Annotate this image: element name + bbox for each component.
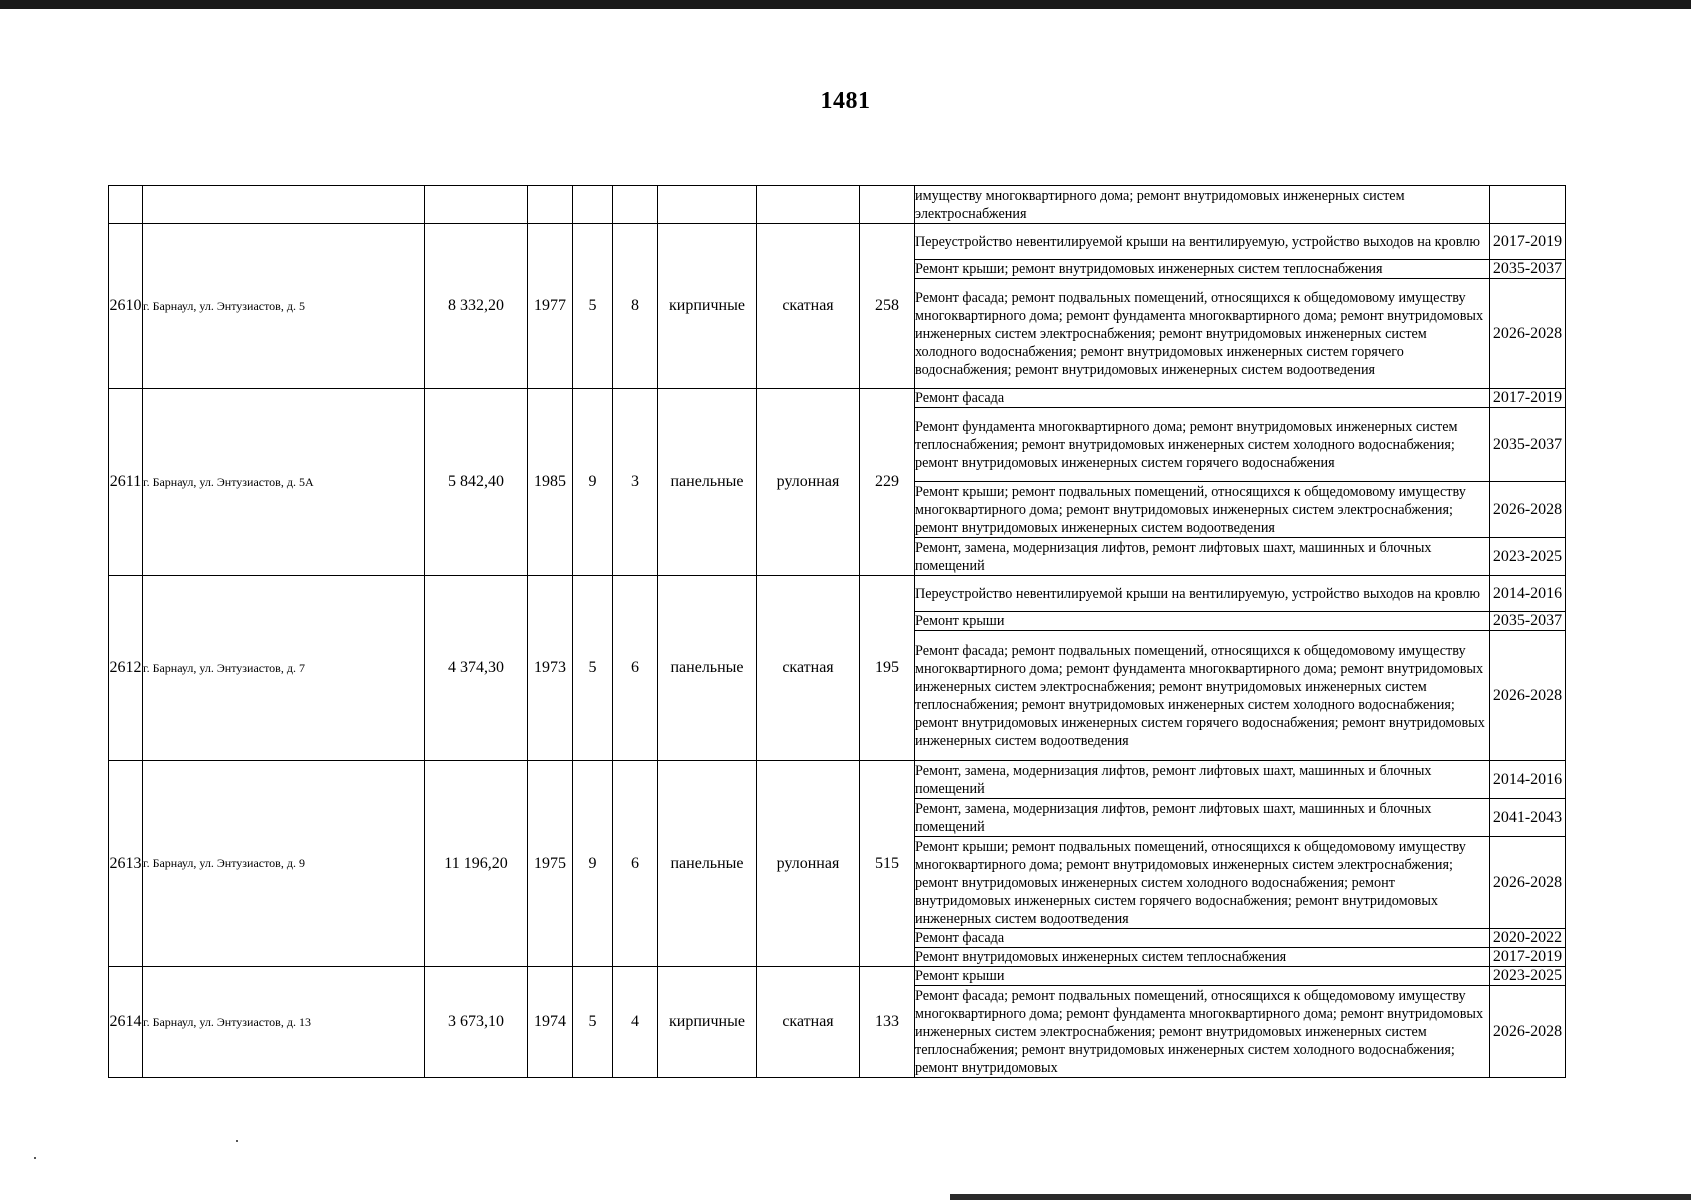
- work-period: 2017-2019: [1490, 389, 1566, 408]
- work-period: 2017-2019: [1490, 224, 1566, 260]
- address: г. Барнаул, ул. Энтузиастов, д. 9: [143, 761, 425, 967]
- roof-type: рулонная: [757, 389, 860, 576]
- roof-type: [757, 186, 860, 224]
- year: 1985: [528, 389, 573, 576]
- entrances: [613, 186, 658, 224]
- area: 5 842,40: [425, 389, 528, 576]
- work-description: Ремонт фасада; ремонт подвальных помещений, относящихся к общедомовому имуществу многоквартирного дома; ремонт фундамента многоквартирного дома; ремонт внутридомовых инженерных систем электроснабжения; ремонт внутридомовых инженерных систем холодного водоснабжения; ремонт внутридомовых инженерных систем горячего водоснабжения; ремонт внутридомовых инженерных систем водоотведения: [915, 279, 1490, 389]
- address: г. Барнаул, ул. Энтузиастов, д. 7: [143, 576, 425, 761]
- wall-material: панельные: [658, 576, 757, 761]
- work-period: 2026-2028: [1490, 631, 1566, 761]
- work-description: Ремонт, замена, модернизация лифтов, ремонт лифтовых шахт, машинных и блочных помещений: [915, 761, 1490, 799]
- residents: [860, 186, 915, 224]
- area: 4 374,30: [425, 576, 528, 761]
- entrances: 4: [613, 967, 658, 1078]
- work-description: Ремонт фасада: [915, 929, 1490, 948]
- work-description: Ремонт внутридомовых инженерных систем теплоснабжения: [915, 948, 1490, 967]
- residents: 195: [860, 576, 915, 761]
- work-description: Переустройство невентилируемой крыши на вентилируемую, устройство выходов на кровлю: [915, 224, 1490, 260]
- work-description: Переустройство невентилируемой крыши на вентилируемую, устройство выходов на кровлю: [915, 576, 1490, 612]
- work-period: 2023-2025: [1490, 538, 1566, 576]
- address: г. Барнаул, ул. Энтузиастов, д. 5А: [143, 389, 425, 576]
- area: 11 196,20: [425, 761, 528, 967]
- work-period: 2020-2022: [1490, 929, 1566, 948]
- year: 1974: [528, 967, 573, 1078]
- entrances: 6: [613, 761, 658, 967]
- work-period: 2026-2028: [1490, 279, 1566, 389]
- work-description: Ремонт фундамента многоквартирного дома; ремонт внутридомовых инженерных систем теплоснабжения; ремонт внутридомовых инженерных систем холодного водоснабжения; ремонт внутридомовых инженерных систем горячего водоснабжения: [915, 408, 1490, 482]
- work-description: Ремонт крыши; ремонт внутридомовых инженерных систем теплоснабжения: [915, 260, 1490, 279]
- table-row: [109, 761, 1566, 799]
- entrances: 8: [613, 224, 658, 389]
- work-period: 2026-2028: [1490, 837, 1566, 929]
- work-period: 2017-2019: [1490, 948, 1566, 967]
- residents: 229: [860, 389, 915, 576]
- wall-material: кирпичные: [658, 224, 757, 389]
- residents: 515: [860, 761, 915, 967]
- year: 1975: [528, 761, 573, 967]
- work-description: Ремонт фасада; ремонт подвальных помещений, относящихся к общедомовому имуществу многоквартирного дома; ремонт фундамента многоквартирного дома; ремонт внутридомовых инженерных систем электроснабжения; ремонт внутридомовых инженерных систем теплоснабжения; ремонт внутридомовых инженерных систем холодного водоснабжения; ремонт внутридомовых инженерных систем горячего водоснабжения; ремонт внутридомовых инженерных систем водоотведения: [915, 631, 1490, 761]
- page-number: 1481: [820, 88, 871, 114]
- work-period: 2014-2016: [1490, 576, 1566, 612]
- roof-type: скатная: [757, 967, 860, 1078]
- wall-material: кирпичные: [658, 967, 757, 1078]
- table-row: [109, 576, 1566, 612]
- year: 1973: [528, 576, 573, 761]
- work-description: имуществу многоквартирного дома; ремонт внутридомовых инженерных систем электроснабжения: [915, 186, 1490, 224]
- floors: 5: [573, 576, 613, 761]
- floors: 9: [573, 761, 613, 967]
- work-description: Ремонт крыши; ремонт подвальных помещений, относящихся к общедомовому имуществу многоквартирного дома; ремонт внутридомовых инженерных систем электроснабжения; ремонт внутридомовых инженерных систем водоотведения: [915, 482, 1490, 538]
- wall-material: [658, 186, 757, 224]
- work-period: 2041-2043: [1490, 799, 1566, 837]
- table-row: [109, 224, 1566, 260]
- year: 1977: [528, 224, 573, 389]
- housing-repair-table: [108, 185, 1566, 1078]
- residents: 133: [860, 967, 915, 1078]
- work-period: 2026-2028: [1490, 986, 1566, 1078]
- address: [143, 186, 425, 224]
- entrances: 3: [613, 389, 658, 576]
- area: [425, 186, 528, 224]
- work-description: Ремонт крыши; ремонт подвальных помещений, относящихся к общедомовому имуществу многоквартирного дома; ремонт внутридомовых инженерных систем электроснабжения; ремонт внутридомовых инженерных систем холодного водоснабжения; ремонт внутридомовых инженерных систем горячего водоснабжения; ремонт внутридомовых инженерных систем водоотведения: [915, 837, 1490, 929]
- floors: 5: [573, 967, 613, 1078]
- scan-speck: [236, 1140, 238, 1142]
- row-number: 2612: [109, 576, 143, 761]
- wall-material: панельные: [658, 389, 757, 576]
- work-description: Ремонт, замена, модернизация лифтов, ремонт лифтовых шахт, машинных и блочных помещений: [915, 799, 1490, 837]
- floors: 9: [573, 389, 613, 576]
- work-period: 2035-2037: [1490, 612, 1566, 631]
- table-row: [109, 967, 1566, 986]
- work-description: Ремонт крыши: [915, 612, 1490, 631]
- wall-material: панельные: [658, 761, 757, 967]
- scan-speck: [34, 1157, 36, 1159]
- roof-type: скатная: [757, 576, 860, 761]
- work-period: 2014-2016: [1490, 761, 1566, 799]
- scan-edge-top: [0, 0, 1691, 9]
- work-period: 2035-2037: [1490, 260, 1566, 279]
- roof-type: рулонная: [757, 761, 860, 967]
- area: 3 673,10: [425, 967, 528, 1078]
- row-number: [109, 186, 143, 224]
- work-period: 2023-2025: [1490, 967, 1566, 986]
- table-row: [109, 186, 1566, 224]
- address: г. Барнаул, ул. Энтузиастов, д. 13: [143, 967, 425, 1078]
- scan-edge-bottom: [950, 1194, 1691, 1200]
- entrances: 6: [613, 576, 658, 761]
- work-period: 2035-2037: [1490, 408, 1566, 482]
- work-period: 2026-2028: [1490, 482, 1566, 538]
- row-number: 2613: [109, 761, 143, 967]
- work-description: Ремонт фасада; ремонт подвальных помещений, относящихся к общедомовому имуществу многоквартирного дома; ремонт фундамента многоквартирного дома; ремонт внутридомовых инженерных систем электроснабжения; ремонт внутридомовых инженерных систем теплоснабжения; ремонт внутридомовых инженерных систем холодного водоснабжения; ремонт внутридомовых: [915, 986, 1490, 1078]
- work-description: Ремонт крыши: [915, 967, 1490, 986]
- floors: 5: [573, 224, 613, 389]
- table-row: [109, 389, 1566, 408]
- work-description: Ремонт фасада: [915, 389, 1490, 408]
- residents: 258: [860, 224, 915, 389]
- year: [528, 186, 573, 224]
- area: 8 332,20: [425, 224, 528, 389]
- row-number: 2610: [109, 224, 143, 389]
- row-number: 2611: [109, 389, 143, 576]
- work-description: Ремонт, замена, модернизация лифтов, ремонт лифтовых шахт, машинных и блочных помещений: [915, 538, 1490, 576]
- row-number: 2614: [109, 967, 143, 1078]
- roof-type: скатная: [757, 224, 860, 389]
- address: г. Барнаул, ул. Энтузиастов, д. 5: [143, 224, 425, 389]
- floors: [573, 186, 613, 224]
- work-period: [1490, 186, 1566, 224]
